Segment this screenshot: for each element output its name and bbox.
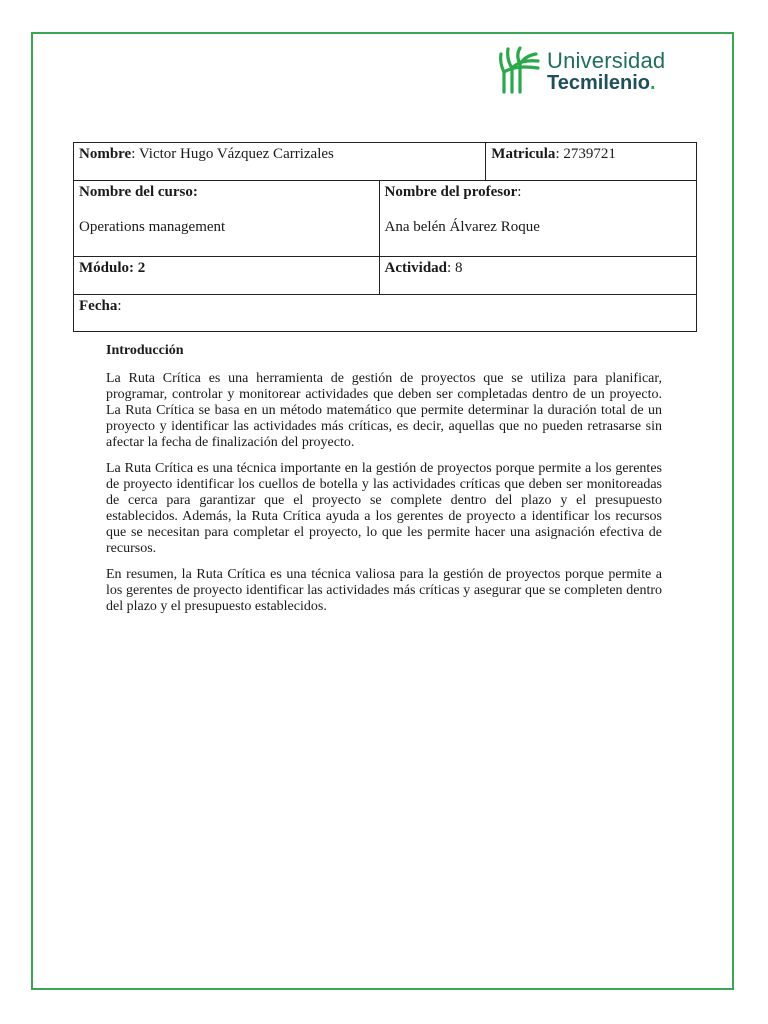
university-logo [498,46,668,96]
modulo-label: Módulo: 2 [79,260,146,276]
profesor-label: Nombre del profesor [384,184,518,200]
nombre-cell [74,143,486,181]
profesor-cell [379,181,696,257]
fecha-value: : [117,298,122,314]
info-row-fecha [74,295,697,332]
paragraph-1: La Ruta Crítica es una herramienta de gestión de proyectos que se utiliza para planificar, programar, controlar y monitorear actividades que deben ser completadas dentro de un proyecto. La Ruta Crítica se basa en un método matemático que permite determinar la duración total de un proyecto y identificar las actividades más críticas, es decir, aquellas que no pueden retrasarse sin afectar la fecha de finalización del proyecto. [106,371,662,450]
matricula-label: Matricula [491,146,556,162]
curso-value: Operations management [79,219,226,235]
actividad-cell [379,257,696,295]
actividad-label: Actividad [384,260,448,276]
logo-text-tecmilenio-word: Tecmilenio [547,72,650,94]
curso-label: Nombre del curso: [79,184,198,200]
fecha-cell [74,295,697,332]
section-heading-introduccion: Introducción [106,343,184,358]
profesor-value: Ana belén Álvarez Roque [384,219,540,235]
paragraph-3: En resumen, la Ruta Crítica es una técnica valiosa para la gestión de proyectos porque permite a los gerentes de proyecto identificar las actividades más críticas y asegurar que se completen dentro del plazo y el presupuesto establecidos. [106,567,662,614]
logo-text-tecmilenio [547,72,656,95]
fecha-label: Fecha [79,298,118,314]
modulo-cell [74,257,380,295]
info-row-nombre [74,143,697,181]
profesor-colon: : [517,184,522,200]
paragraph-2: La Ruta Crítica es una técnica importante en la gestión de proyectos porque permite a los gerentes de proyecto identificar los cuellos de botella y las actividades críticas que deben ser monitoreadas de cerca para garantizar que el proyecto se complete dentro del plazo y el presupuesto establecidos. Además, la Ruta Crítica ayuda a los gerentes de proyecto a identificar los recursos que se necesitan para completar el proyecto, lo que les permite hacer una asignación efectiva de recursos. [106,461,662,556]
curso-cell [74,181,380,257]
info-row-curso [74,181,697,257]
tecmilenio-leaf-icon [498,46,542,94]
info-row-modulo [74,257,697,295]
student-info-table [73,142,697,332]
nombre-value: : Victor Hugo Vázquez Carrizales [131,146,334,162]
matricula-cell [486,143,697,181]
actividad-value: : 8 [447,260,463,276]
document-body [106,343,662,625]
nombre-label: Nombre [79,146,132,162]
logo-dot: . [650,72,656,94]
logo-text-universidad: Universidad [547,48,666,73]
matricula-value: : 2739721 [555,146,616,162]
